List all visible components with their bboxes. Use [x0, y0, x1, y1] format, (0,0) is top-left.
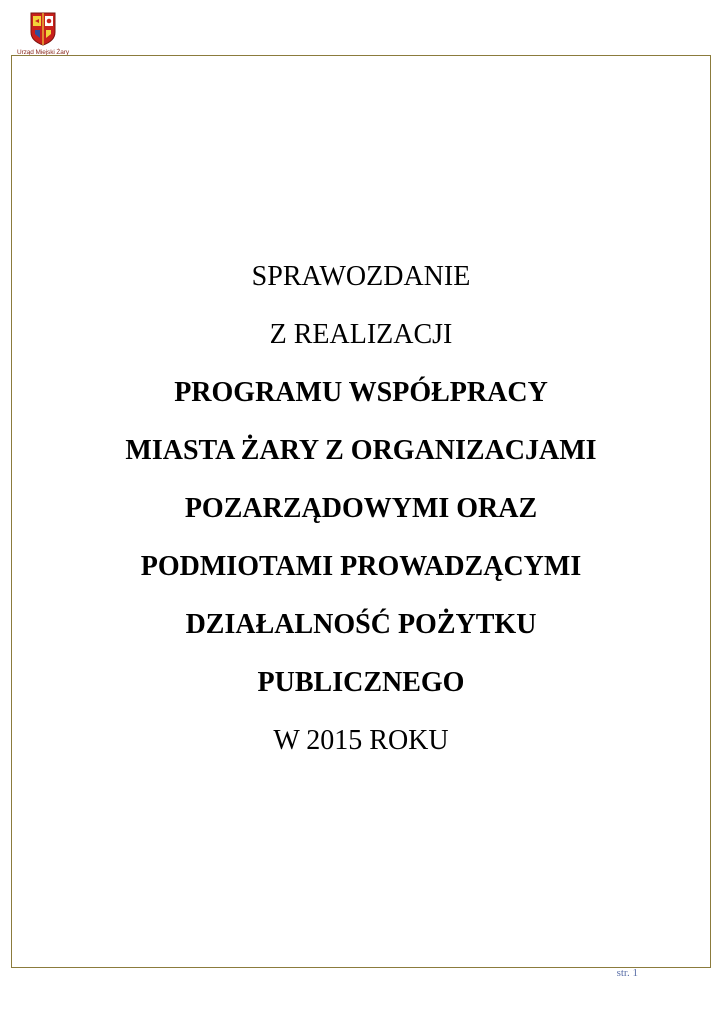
title-line-6: PODMIOTAMI PROWADZĄCYMI — [140, 551, 582, 582]
title-line-7: DZIAŁALNOŚĆ POŻYTKU — [185, 609, 537, 640]
title-line-3: PROGRAMU WSPÓŁPRACY — [174, 377, 548, 408]
title-line-1: SPRAWOZDANIE — [251, 261, 471, 292]
city-logo — [12, 12, 74, 58]
logo-caption: Urząd Miejski Żary — [16, 49, 69, 56]
title-line-9: W 2015 ROKU — [273, 725, 449, 756]
title-line-2: Z REALIZACJI — [269, 319, 453, 350]
title-line-5: POZARZĄDOWYMI ORAZ — [184, 493, 538, 524]
title-line-4: MIASTA ŻARY Z ORGANIZACJAMI — [125, 435, 597, 466]
coat-of-arms-icon — [30, 12, 56, 46]
document-title — [11, 248, 711, 770]
page-number: str. 1 — [616, 967, 638, 979]
title-line-8: PUBLICZNEGO — [257, 667, 465, 698]
